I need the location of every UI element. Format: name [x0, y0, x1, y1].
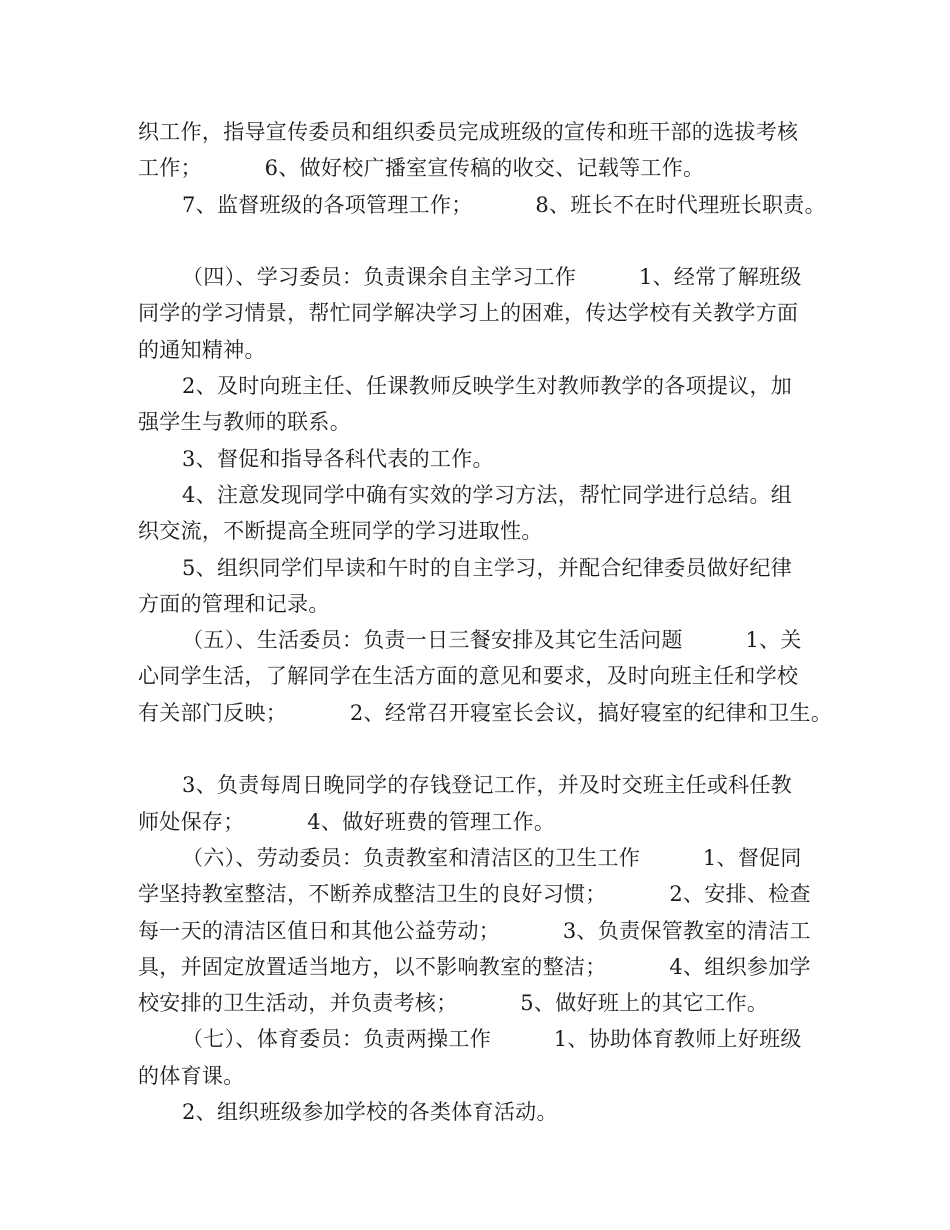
text-line: 4、注意发现同学中确有实效的学习方法，帮忙同学进行总结。组 — [182, 482, 793, 507]
text-line: 同学的学习情景，帮忙同学解决学习上的困难，传达学校有关教学方面 — [138, 301, 799, 326]
text-line: 师处保存； 4、做好班费的管理工作。 — [138, 809, 556, 834]
text-line: 5、组织同学们早读和午时的自主学习，并配合纪律委员做好纪律 — [182, 555, 793, 580]
text-line: 7、监督班级的各项管理工作； 8、班长不在时代理班长职责。 — [182, 192, 826, 217]
text-line: 有关部门反映； 2、经常召开寝室长会议，搞好寝室的纪律和卫生。 — [138, 700, 833, 725]
text-line: 工作； 6、做好校广播室宣传稿的收交、记载等工作。 — [138, 156, 705, 181]
text-line: 3、督促和指导各科代表的工作。 — [182, 446, 494, 471]
text-line: 强学生与教师的联系。 — [138, 410, 351, 435]
text-line: 心同学生活，了解同学在生活方面的意见和要求，及时向班主任和学校 — [138, 664, 799, 689]
text-line: 学坚持教室整洁，不断养成整洁卫生的良好习惯； 2、安排、检查 — [138, 882, 811, 907]
text-line: 3、负责每周日晚同学的存钱登记工作，并及时交班主任或科任教 — [182, 773, 793, 798]
text-line: 的体育课。 — [138, 1063, 245, 1088]
text-line: 2、及时向班主任、任课教师反映学生对教师教学的各项提议，加 — [182, 374, 793, 399]
text-line: 校安排的卫生活动，并负责考核； 5、做好班上的其它工作。 — [138, 991, 769, 1016]
text-line: 织工作，指导宣传委员和组织委员完成班级的宣传和班干部的选拔考核 — [138, 120, 799, 144]
text-line: （四）、学习委员：负责课余自主学习工作 1、经常了解班级 — [182, 265, 802, 290]
text-line: 织交流，不断提高全班同学的学习进取性。 — [138, 519, 543, 544]
text-line: 方面的管理和记录。 — [138, 591, 330, 616]
blank-line — [138, 731, 828, 767]
text-line: 2、组织班级参加学校的各类体育活动。 — [182, 1100, 558, 1125]
document-body — [138, 114, 833, 1130]
blank-line — [138, 223, 828, 259]
text-line: （五）、生活委员：负责一日三餐安排及其它生活问题 1、关 — [182, 628, 802, 653]
text-line: （六）、劳动委员：负责教室和清洁区的卫生工作 1、督促同 — [182, 845, 802, 870]
text-line: （七）、体育委员：负责两操工作 1、协助体育教师上好班级 — [182, 1027, 802, 1052]
text-line: 具，并固定放置适当地方，以不影响教室的整洁； 4、组织参加学 — [138, 954, 811, 979]
text-line: 的通知精神。 — [138, 337, 266, 362]
text-line: 每一天的清洁区值日和其他公益劳动； 3、负责保管教室的清洁工 — [138, 918, 811, 943]
